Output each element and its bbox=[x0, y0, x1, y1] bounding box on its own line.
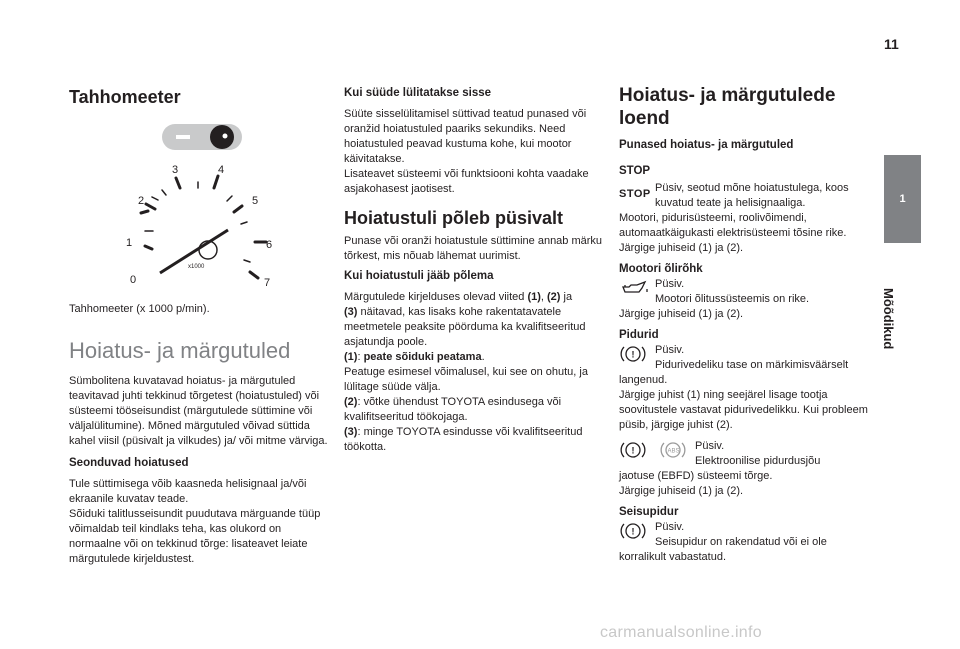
svg-text:!: ! bbox=[631, 349, 635, 360]
oil-text-1: Püsiv. Mootori õlitussüsteemis on rike. bbox=[655, 278, 810, 305]
dashboard-illustration bbox=[110, 118, 290, 298]
gauge-tick-0: 0 bbox=[130, 274, 137, 286]
stop-icon: STOP bbox=[619, 188, 651, 200]
gauge-tick-3: 3 bbox=[172, 164, 179, 176]
column-1 bbox=[69, 86, 331, 108]
tachometer-gauge bbox=[141, 176, 266, 278]
ignition-title: Kui süüde lülitatakse sisse bbox=[344, 87, 492, 99]
red-lights-title: Punased hoiatus- ja märgutuled bbox=[619, 139, 794, 151]
references-paragraph bbox=[344, 290, 606, 350]
ref-separator: , bbox=[540, 291, 548, 303]
brakes-text-2: langenud. Järgige juhist (1) ning seejärel lisage tootja soovitustele vastavat pidurivedelikku. Kui probleem püsib, järgige juhist (2). bbox=[619, 374, 868, 431]
ref-and: ja bbox=[560, 291, 573, 303]
column-2 bbox=[344, 86, 606, 455]
instruction-2-ref: (2) bbox=[344, 396, 358, 408]
ignition-text: Süüte sisselülitamisel süttivad teatud punased või oranžid hoiatustuled paariks sekundiks. Need hoiatustuled peavad kustuma kohe, kui mootor käivitatakse. Lisateavet süsteemi või funktsiooni kohta vaadake asjakohasest jaotisest. bbox=[344, 108, 589, 195]
ref-1: (1) bbox=[527, 291, 541, 303]
parking-brake-icon bbox=[619, 520, 653, 542]
brakes-text-1: Püsiv. Pidurivedeliku tase on märkimisväärselt bbox=[655, 344, 849, 371]
related-warnings-title: Seonduvad hoiatused bbox=[69, 457, 189, 469]
oil-text-2: Järgige juhiseid (1) ja (2). bbox=[619, 308, 744, 320]
page-number: 11 bbox=[884, 36, 899, 52]
chapter-side-label bbox=[881, 220, 912, 350]
instruction-1 bbox=[344, 350, 606, 395]
instruction-1-bold: peate sõiduki peatama bbox=[363, 351, 482, 363]
stop-text-2: Mootori, pidurisüsteemi, roolivõimendi, automaatkäigukasti elektrisüsteemi tõsine rike. Järgige juhiseid (1) ja (2). bbox=[619, 212, 847, 254]
gauge-tick-1: 1 bbox=[126, 237, 133, 249]
brakes-entry bbox=[619, 343, 869, 373]
parking-brake-title: Seisupidur bbox=[619, 506, 679, 518]
brake-warning-icon-ebfd bbox=[619, 439, 653, 461]
gauge-tick-2: 2 bbox=[138, 195, 145, 207]
instruction-2 bbox=[344, 395, 606, 425]
stays-on-title: Kui hoiatustuli jääb põlema bbox=[344, 270, 494, 282]
stop-entry bbox=[619, 181, 869, 211]
oil-pressure-title: Mootori õlirõhk bbox=[619, 263, 703, 275]
lights-list-title: Hoiatus- ja märgutulede loend bbox=[619, 85, 836, 129]
parking-brake-text-1: Püsiv. Seisupidur on rakendatud või ei ole bbox=[655, 521, 827, 548]
related-warnings-text: Tule süttimisega võib kaasneda helisignaal ja/või ekraanile kuvatav teade. Sõiduki talitlusseisundit puudutava märguande tüüp võimaldab teil kindlaks teha, kas olukord on normaalne või on tekkinud tõrge: lisateavet leiate märgutulede kirjeldustest. bbox=[69, 478, 321, 565]
oil-can-icon bbox=[619, 277, 653, 299]
instruction-3 bbox=[344, 425, 606, 455]
abs-icon bbox=[659, 439, 693, 461]
svg-text:!: ! bbox=[631, 526, 635, 537]
brake-warning-icon bbox=[619, 343, 653, 365]
stop-text-1: Püsiv, seotud mõne hoiatustulega, koos kuvatud teate ja helisignaaliga. bbox=[655, 182, 849, 209]
gauge-tick-5: 5 bbox=[252, 195, 259, 207]
column-1-body bbox=[69, 302, 331, 567]
references-rest: näitavad, kas lisaks kohe rakentatavatele meetmetele peaksite pöörduma ka kvalifitseeritud asjatundja poole. bbox=[344, 306, 586, 348]
steady-warning-title: Hoiatustuli põleb püsivalt bbox=[344, 208, 564, 228]
gauge-unit-label: x1000 bbox=[188, 264, 205, 270]
parking-brake-text-2: korralikult vabastatud. bbox=[619, 551, 726, 563]
instruction-1-text: . Peatuge esimesel võimalusel, kui see on ohutu, ja lülitage süüde välja. bbox=[344, 351, 588, 393]
ref-2: (2) bbox=[547, 291, 561, 303]
steady-warning-text: Punase või oranži hoiatustule süttimine annab märku tõrkest, mis nõuab lähemat uurimist. bbox=[344, 235, 603, 262]
gauge-tick-7: 7 bbox=[264, 277, 271, 289]
gauge-tick-6: 6 bbox=[266, 239, 273, 251]
tachometer-caption: Tahhomeeter (x 1000 p/min). bbox=[69, 303, 210, 315]
brakes-title: Pidurid bbox=[619, 329, 659, 341]
instruction-3-ref: (3) bbox=[344, 426, 358, 438]
column-3 bbox=[619, 84, 869, 565]
references-text: Märgutulede kirjelduses olevad viited bbox=[344, 291, 528, 303]
ebfd-text-2: jaotuse (EBFD) süsteemi tõrge. Järgige juhiseid (1) ja (2). bbox=[619, 470, 773, 497]
svg-text:!: ! bbox=[631, 445, 635, 456]
abs-icon-label: ABS bbox=[667, 448, 680, 455]
instruction-3-text: : minge TOYOTA esindusse või kvalifitseeritud töökotta. bbox=[344, 426, 583, 453]
chapter-side-label-text: Mõõdikud bbox=[881, 288, 896, 350]
stop-title: STOP bbox=[619, 165, 651, 177]
oil-entry bbox=[619, 277, 869, 307]
tachometer-title: Tahhomeeter bbox=[69, 87, 181, 107]
ref-3: (3) bbox=[344, 306, 358, 318]
watermark: carmanualsonline.info bbox=[600, 624, 762, 641]
warning-lights-title: Hoiatus- ja märgutuled bbox=[69, 338, 291, 363]
instruction-2-text: : võtke ühendust TOYOTA esindusega või kvalifitseeritud töökojaga. bbox=[344, 396, 562, 423]
warning-lights-intro: Sümbolitena kuvatavad hoiatus- ja märgutuled teavitavad juhti tekkinud tõrgetest (hoiatustuled) või süsteemi tööseisundist (märgutulede süttimine või väljalülitumine). Mõned märgutuled võivad süttida kahel viisil (püsivalt ja vilkudes) ja/ või mitme värviga. bbox=[69, 375, 328, 447]
ebfd-text-1: Püsiv. Elektroonilise pidurdusjõu bbox=[695, 440, 821, 467]
chapter-tab-number: 1 bbox=[899, 193, 906, 205]
instruction-1-ref: (1) bbox=[344, 351, 358, 363]
ebfd-entry bbox=[619, 439, 869, 469]
instruction-1-colon: : bbox=[357, 351, 364, 363]
gauge-tick-4: 4 bbox=[218, 164, 225, 176]
parking-brake-entry bbox=[619, 520, 869, 550]
